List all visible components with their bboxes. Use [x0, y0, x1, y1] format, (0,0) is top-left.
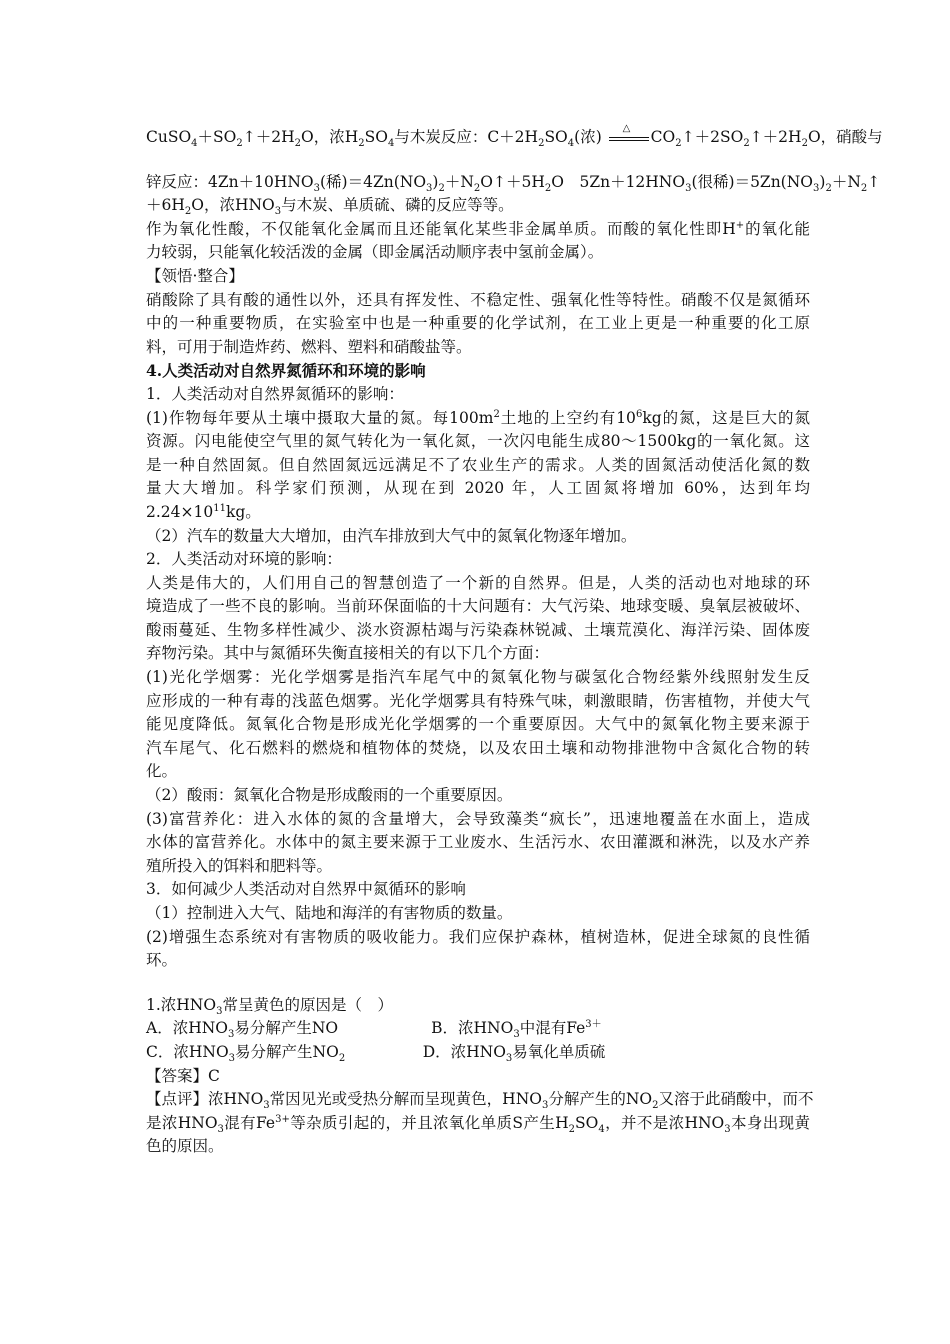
- text-line-26: 汽车尾气、化石燃料的燃烧和植物体的焚烧，以及农田土壤和动物排泄物中含氮化合物的转: [146, 738, 810, 757]
- text-line-24: 应形成的一种有毒的浅蓝色烟雾。光化学烟雾具有特殊气味，刺激眼睛，伤害植物，并使大气: [146, 691, 810, 710]
- text-line-4: 作为氧化性酸，不仅能氧化金属而且还能氧化某些非金属单质。而酸的氧化性即H+的氧化能: [146, 219, 810, 238]
- text-line-38: C．浓$HNO_3$易分解产生$NO_2$ D．浓$HNO_3$易氧化单质硫: [146, 1042, 606, 1065]
- text-line-34: (2)增强生态系统对有害物质的吸收能力。我们应保护森林，植树造林，促进全球氮的良性循: [146, 927, 810, 946]
- text-line-33: （1）控制进入大气、陆地和海洋的有害物质的数量。: [146, 904, 513, 922]
- text-line-22: 弃物污染。其中与氮循环失衡直接相关的有以下几个方面：: [146, 644, 550, 663]
- text-line-19: 人类是伟大的，人们用自己的智慧创造了一个新的自然界。但是，人类的活动也对地球的环: [146, 573, 810, 592]
- text-line-1: $CuSO_4+SO_2↑+2H_2O$，浓$H_2SO_4$与木炭反应：$C+2H_2SO_4$(浓) △ $CO_2↑+2SO_2↑+2H_2O$，硝酸与: [146, 123, 883, 150]
- text-line-14: 是一种自然固氮。但自然固氮远远满足不了农业生产的需求。人类的固氮活动使活化氮的数: [146, 455, 810, 474]
- text-line-15: 量大大增加。科学家们预测，从现在到 2020 年，人工固氮将增加 60%，达到年均: [146, 479, 810, 498]
- text-line-36: 1.浓$HNO_3$常呈黄色的原因是（ ）: [146, 995, 393, 1017]
- text-line-29: (3)富营养化：进入水体的氮的含量增大，会导致藻类“疯长”，迅速地覆盖在水面上，造成: [146, 809, 810, 828]
- text-line-35: 环。: [146, 951, 178, 970]
- text-line-16: $2.24\times 10^{11}kg$。: [146, 502, 261, 521]
- text-line-18: 2．人类活动对环境的影响：: [146, 550, 342, 569]
- text-line-3: $+6H_2O$，浓$HNO_3$与木炭、单质硫、磷的反应等等。: [146, 196, 514, 218]
- text-line-23: (1)光化学烟雾：光化学烟雾是指汽车尾气中的氮氧化物与碳氢化合物经紫外线照射发生反: [146, 668, 810, 687]
- text-line-9: 料，可用于制造炸药、燃料、塑料和硝酸盐等。: [146, 337, 472, 356]
- text-line-12: (1)作物每年要从土壤中摄取大量的氮。每$100m^2$土地的上空约有$10^6kg$的氮，这是巨大的氮: [146, 408, 810, 427]
- heat-equals-sign: △: [607, 130, 651, 144]
- text-line-31: 殖所投入的饵料和肥料等。: [146, 856, 333, 875]
- text-line-7: 硝酸除了具有酸的通性以外，还具有挥发性、不稳定性、强氧化性等特性。硝酸不仅是氮循环: [146, 290, 810, 309]
- text-line-40: 【点评】浓$HNO_3$常因见光或受热分解而呈现黄色，$HNO_3$分解产生的$NO_2$又溶于此硝酸中，而不: [146, 1090, 814, 1112]
- text-line-11: 1．人类活动对自然界氮循环的影响：: [146, 384, 404, 403]
- text-line-32: 3．如何减少人类活动对自然界中氮循环的影响: [146, 880, 466, 899]
- text-line-5: 力较弱，只能氧化较活泼的金属（即金属活动顺序表中氢前金属）。: [146, 243, 604, 262]
- text-line-6: 【领悟·整合】: [146, 266, 244, 285]
- text-line-37: A．浓$HNO_3$易分解产生NO B．浓$HNO_3$中混有$Fe^{3+}$: [146, 1019, 602, 1041]
- text-line-27: 化。: [146, 762, 178, 781]
- text-line-20: 境造成了一些不良的影响。当前环保面临的十大问题有：大气污染、地球变暖、臭氧层被破坏、: [146, 597, 810, 616]
- text-line-25: 能见度降低。氮氧化合物是形成光化学烟雾的一个重要原因。大气中的氮氧化物主要来源于: [146, 715, 810, 734]
- text-line-42: 色的原因。: [146, 1137, 224, 1156]
- text-line-13: 资源。闪电能使空气里的氮气转化为一氧化氮，一次闪电能生成80～1500kg的一氧化氮。这: [146, 432, 810, 451]
- text-line-39: 【答案】C: [146, 1066, 220, 1085]
- text-line-41: 是浓$HNO_3$混有$Fe^{3+}$等杂质引起的，并且浓氧化单质S产生$H_2SO_4$，并不是浓$HNO_3$本身出现黄: [146, 1113, 810, 1135]
- text-line-10: 4.人类活动对自然界氮循环和环境的影响: [146, 361, 426, 381]
- text-line-8: 中的一种重要物质，在实验室中也是一种重要的化学试剂，在工业上更是一种重要的化工原: [146, 314, 810, 333]
- text-line-21: 酸雨蔓延、生物多样性减少、淡水资源枯竭与污染森林锐减、土壤荒漠化、海洋污染、固体废: [146, 620, 810, 639]
- text-line-28: （2）酸雨：氮氧化合物是形成酸雨的一个重要原因。: [146, 786, 513, 805]
- text-line-17: （2）汽车的数量大大增加，由汽车排放到大气中的氮氧化物逐年增加。: [146, 526, 637, 545]
- document-page: [146, 123, 883, 1159]
- text-line-2: 锌反应：$4Zn+10HNO_3$(稀)$=4Zn(NO_3)_2+N_2O↑+5H_2O$ $5Zn+12HNO_3$(很稀)$=5Zn(NO_3)_2+N_2↑$: [146, 172, 881, 194]
- text-line-30: 水体的富营养化。水体中的氮主要来源于工业废水、生活污水、农田灌溉和淋洗，以及水产养: [146, 833, 810, 852]
